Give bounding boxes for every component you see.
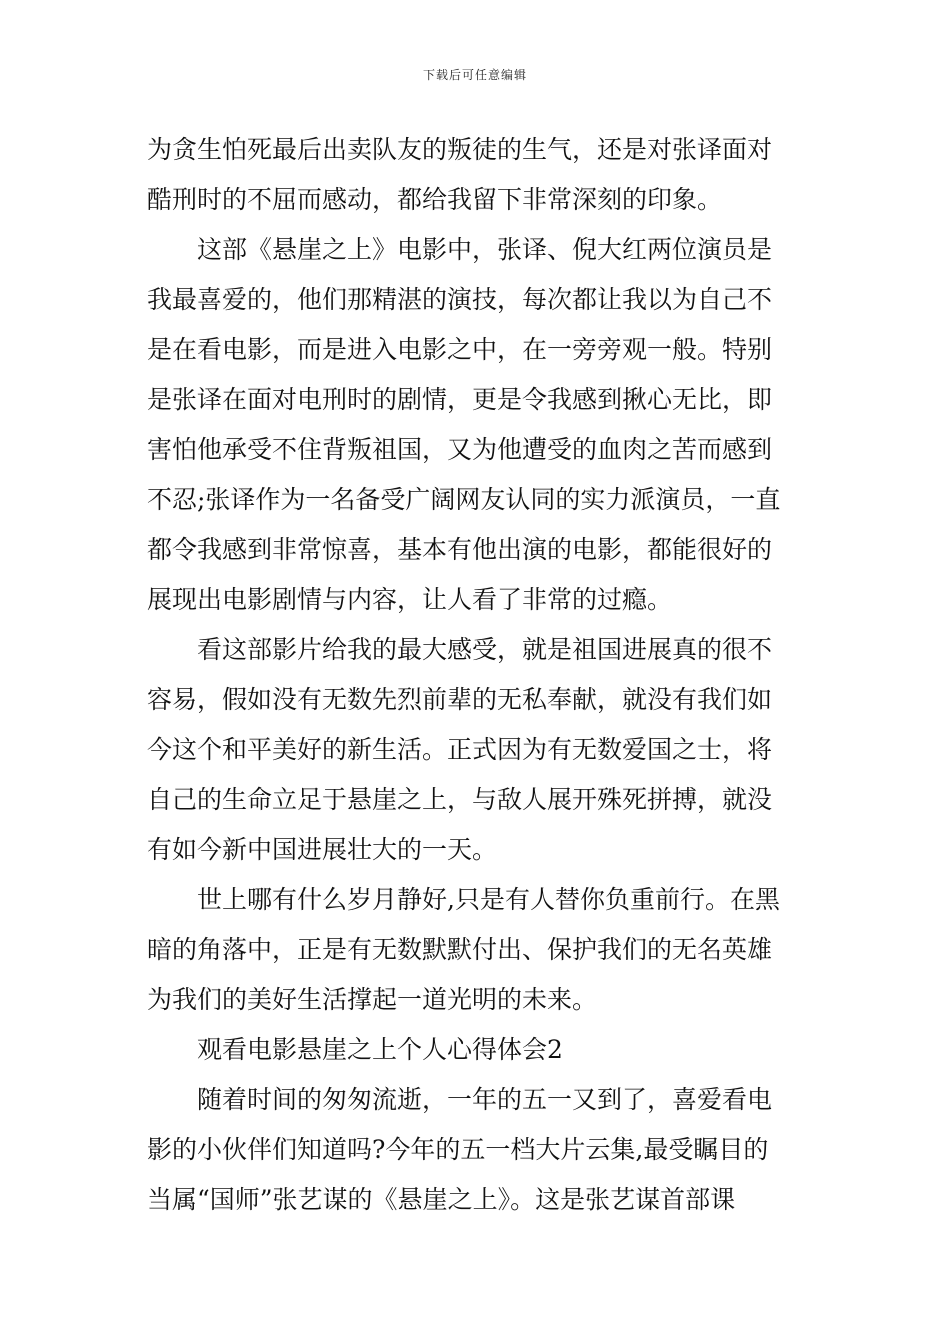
- text-line: 暗的角落中，正是有无数默默付出、保护我们的无名英雄: [147, 935, 773, 964]
- text-line: 我最喜爱的，他们那精湛的演技，每次都让我以为自己不: [147, 285, 773, 314]
- text-line: 都令我感到非常惊喜，基本有他出演的电影，都能很好的: [147, 535, 773, 564]
- text-line: 今这个和平美好的新生活。正式因为有无数爱国之士，将: [147, 735, 773, 764]
- text-line: 为我们的美好生活撑起一道光明的未来。: [147, 985, 598, 1014]
- paragraph-start-line: 这部《悬崖之上》电影中，张译、倪大红两位演员是: [197, 235, 773, 264]
- text-line: 是张译在面对电刑时的剧情，更是令我感到揪心无比，即: [147, 385, 773, 414]
- paragraph-start-line: 世上哪有什么岁月静好,只是有人替你负重前行。在黑: [197, 885, 780, 914]
- text-line: 酷刑时的不屈而感动，都给我留下非常深刻的印象。: [147, 185, 723, 214]
- section-heading: 观看电影悬崖之上个人心得体会2: [197, 1035, 563, 1064]
- text-line: 展现出电影剧情与内容，让人看了非常的过瘾。: [147, 585, 673, 614]
- document-body: [147, 125, 807, 1225]
- text-line: 害怕他承受不住背叛祖国，又为他遭受的血肉之苦而感到: [147, 435, 773, 464]
- text-line: 容易，假如没有无数先烈前辈的无私奉献，就没有我们如: [147, 685, 773, 714]
- paragraph-start-line: 看这部影片给我的最大感受，就是祖国进展真的很不: [197, 635, 773, 664]
- paragraph-start-line: 随着时间的匆匆流逝，一年的五一又到了，喜爱看电: [197, 1085, 773, 1114]
- text-line: 有如今新中国进展壮大的一天。: [147, 835, 498, 864]
- text-line: 不忍;张译作为一名备受广阔网友认同的实力派演员，一直: [147, 485, 781, 514]
- text-line: 是在看电影，而是进入电影之中，在一旁旁观一般。特别: [147, 335, 773, 364]
- text-line: 影的小伙伴们知道吗?今年的五一档大片云集,最受瞩目的: [147, 1135, 769, 1164]
- page-header: 下载后可任意编辑: [422, 68, 527, 82]
- text-line: 当属“国师”张艺谋的《悬崖之上》。这是张艺谋首部课: [147, 1185, 736, 1214]
- text-line: 自己的生命立足于悬崖之上，与敌人展开殊死拼搏，就没: [147, 785, 773, 814]
- text-line: 为贪生怕死最后出卖队友的叛徒的生气，还是对张译面对: [147, 135, 773, 164]
